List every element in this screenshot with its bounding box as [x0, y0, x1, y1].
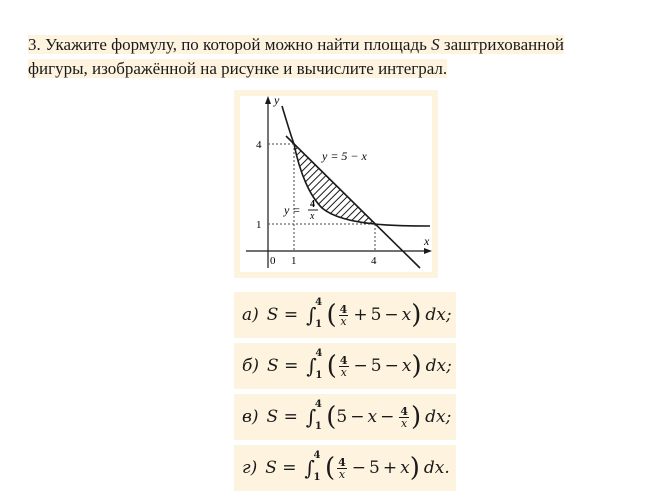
operator: −: [384, 305, 399, 325]
tick-x4-label: 4: [371, 255, 377, 267]
upper-limit: 4: [315, 348, 323, 359]
tick-y4-label: 4: [256, 139, 262, 151]
integral-sign: ∫ 4 1: [304, 450, 321, 483]
option-letter: а): [242, 305, 259, 325]
lower-limit: 1: [315, 319, 323, 330]
option-letter: б): [242, 356, 260, 376]
operator: −: [380, 407, 395, 427]
differential: dx;: [425, 356, 452, 376]
option-s-equals: S =: [266, 407, 298, 427]
option-b[interactable]: [234, 343, 456, 389]
origin-label: 0: [270, 255, 276, 267]
operator: −: [350, 407, 365, 427]
fraction: $\frac{4}{x}$: [338, 455, 346, 481]
hyperbola-label-num: 4: [310, 199, 315, 210]
differential: dx;: [425, 305, 452, 325]
operator: −: [351, 458, 367, 478]
close-paren: ): [410, 402, 422, 432]
operator: +: [353, 305, 368, 325]
lower-limit: 1: [315, 370, 323, 381]
option-s-equals: S =: [267, 356, 299, 376]
question-line-1: 3. Укажите формулу, по которой можно найти площадь S заштрихованной: [28, 35, 564, 54]
option-s-equals: S =: [266, 305, 299, 325]
graph-background: [240, 96, 432, 272]
lower-limit: 1: [313, 472, 321, 483]
close-paren: ): [409, 453, 420, 483]
line-label: y = 5 − x: [322, 149, 367, 163]
tick-x1-label: 1: [291, 255, 297, 267]
number-five: 5: [370, 356, 382, 376]
variable-x: x: [401, 356, 412, 376]
number-five: 5: [370, 305, 382, 325]
open-paren: (: [324, 453, 336, 483]
open-paren: (: [326, 300, 337, 330]
variable-x: x: [367, 407, 378, 427]
hyperbola-label-den: x: [310, 211, 315, 222]
integral-sign: ∫ 4 1: [306, 348, 323, 381]
number-five: 5: [336, 407, 348, 427]
question-text: [28, 33, 648, 81]
graph-figure: [234, 90, 438, 278]
operator: +: [382, 458, 398, 478]
hyperbola-label-y: y =: [284, 203, 301, 217]
fraction: $\frac{4}{x}$: [339, 302, 348, 328]
number-five: 5: [369, 458, 380, 478]
graph-svg: [234, 90, 438, 278]
option-a[interactable]: [234, 292, 456, 338]
fraction: $\frac{4}{x}$: [400, 404, 408, 430]
tick-y1-label: 1: [256, 219, 262, 231]
variable-s: S: [431, 35, 440, 54]
upper-limit: 4: [313, 450, 321, 461]
integral-sign: ∫ 4 1: [306, 297, 323, 330]
option-s-equals: S =: [265, 458, 297, 478]
option-letter: г): [242, 458, 258, 478]
y-axis-label: y: [274, 93, 280, 107]
open-paren: (: [326, 351, 337, 381]
integral-sign: ∫ 4 1: [305, 399, 322, 432]
question-line-2: фигуры, изображённой на рисунке и вычислите интеграл.: [28, 59, 448, 78]
option-letter: в): [242, 407, 259, 427]
option-c[interactable]: [234, 394, 456, 440]
upper-limit: 4: [314, 399, 322, 410]
option-d[interactable]: [234, 445, 456, 491]
variable-x: x: [401, 305, 412, 325]
differential: dx.: [423, 458, 450, 478]
upper-limit: 4: [315, 297, 323, 308]
fraction: $\frac{4}{x}$: [339, 353, 348, 379]
lower-limit: 1: [314, 421, 322, 432]
x-axis-label: x: [424, 234, 430, 248]
differential: dx;: [425, 407, 452, 427]
open-paren: (: [326, 402, 337, 432]
close-paren: ): [411, 300, 422, 330]
operator: −: [384, 356, 399, 376]
operator: −: [353, 356, 368, 376]
close-paren: ): [411, 351, 422, 381]
variable-x: x: [400, 458, 410, 478]
